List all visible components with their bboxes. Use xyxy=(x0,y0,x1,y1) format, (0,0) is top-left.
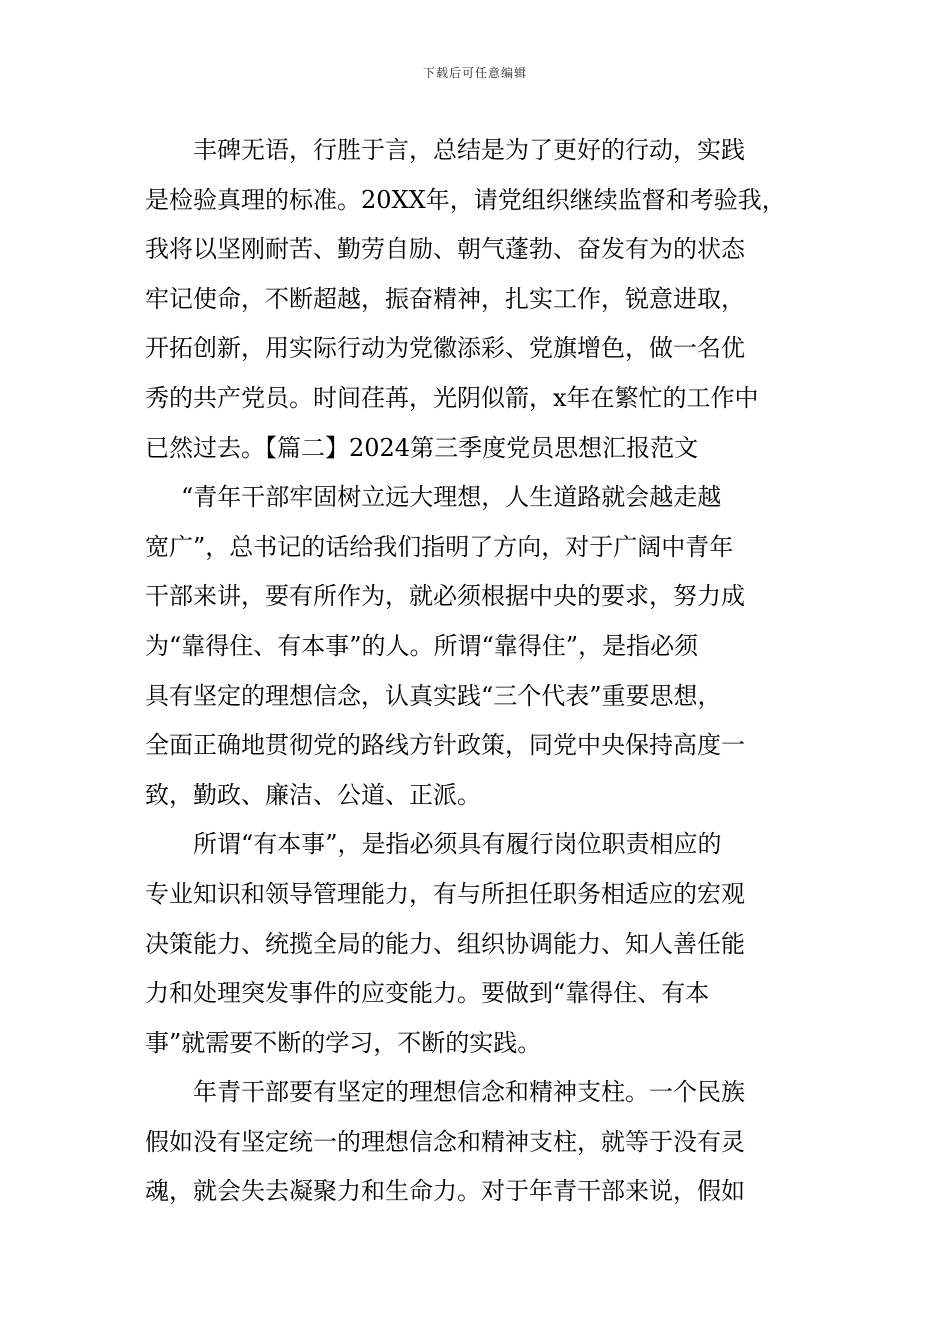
text-line: 秀的共产党员。时间荏苒，光阴似箭，x年在繁忙的工作中 xyxy=(145,383,759,412)
text-line: 是检验真理的标准。20XX年，请党组织继续监督和考验我， xyxy=(145,185,786,214)
text-line: 宽广”，总书记的话给我们指明了方向，对于广阔中青年 xyxy=(145,532,734,561)
text-line: 决策能力、统揽全局的能力、组织协调能力、知人善任能 xyxy=(145,929,745,958)
text-line: 魂，就会失去凝聚力和生命力。对于年青干部来说，假如 xyxy=(145,1177,745,1206)
text-line: 具有坚定的理想信念，认真实践“三个代表”重要思想， xyxy=(145,681,722,710)
page-header-note: 下载后可任意编辑 xyxy=(422,66,527,80)
text-line: 所谓“有本事”，是指必须具有履行岗位职责相应的 xyxy=(193,830,722,859)
text-line: 已然过去。【篇二】2024第三季度党员思想汇报范文 xyxy=(145,433,699,462)
text-line: 牢记使命，不断超越，振奋精神，扎实工作，锐意进取， xyxy=(145,284,745,313)
text-line: 事”就需要不断的学习，不断的实践。 xyxy=(145,1028,542,1057)
text-line: 致，勤政、廉洁、公道、正派。 xyxy=(145,780,481,809)
text-line: “青年干部牢固树立远大理想，人生道路就会越走越 xyxy=(181,483,722,512)
text-line: 全面正确地贯彻党的路线方针政策，同党中央保持高度一 xyxy=(145,731,745,760)
text-line: 开拓创新，用实际行动为党徽添彩、党旗增色，做一名优 xyxy=(145,334,745,363)
text-line: 我将以坚刚耐苦、勤劳自励、朝气蓬勃、奋发有为的状态 xyxy=(145,235,745,264)
text-line: 年青干部要有坚定的理想信念和精神支柱。一个民族 xyxy=(193,1078,745,1107)
text-line: 力和处理突发事件的应变能力。要做到“靠得住、有本 xyxy=(145,979,710,1008)
text-line: 为“靠得住、有本事”的人。所谓“靠得住”，是指必须 xyxy=(145,631,699,660)
text-line: 丰碑无语，行胜于言，总结是为了更好的行动，实践 xyxy=(193,136,745,164)
text-line: 专业知识和领导管理能力，有与所担任职务相适应的宏观 xyxy=(145,879,745,908)
text-line: 假如没有坚定统一的理想信念和精神支柱，就等于没有灵 xyxy=(145,1127,745,1156)
document-body xyxy=(145,126,810,1217)
text-line: 干部来讲，要有所作为，就必须根据中央的要求，努力成 xyxy=(145,582,745,611)
